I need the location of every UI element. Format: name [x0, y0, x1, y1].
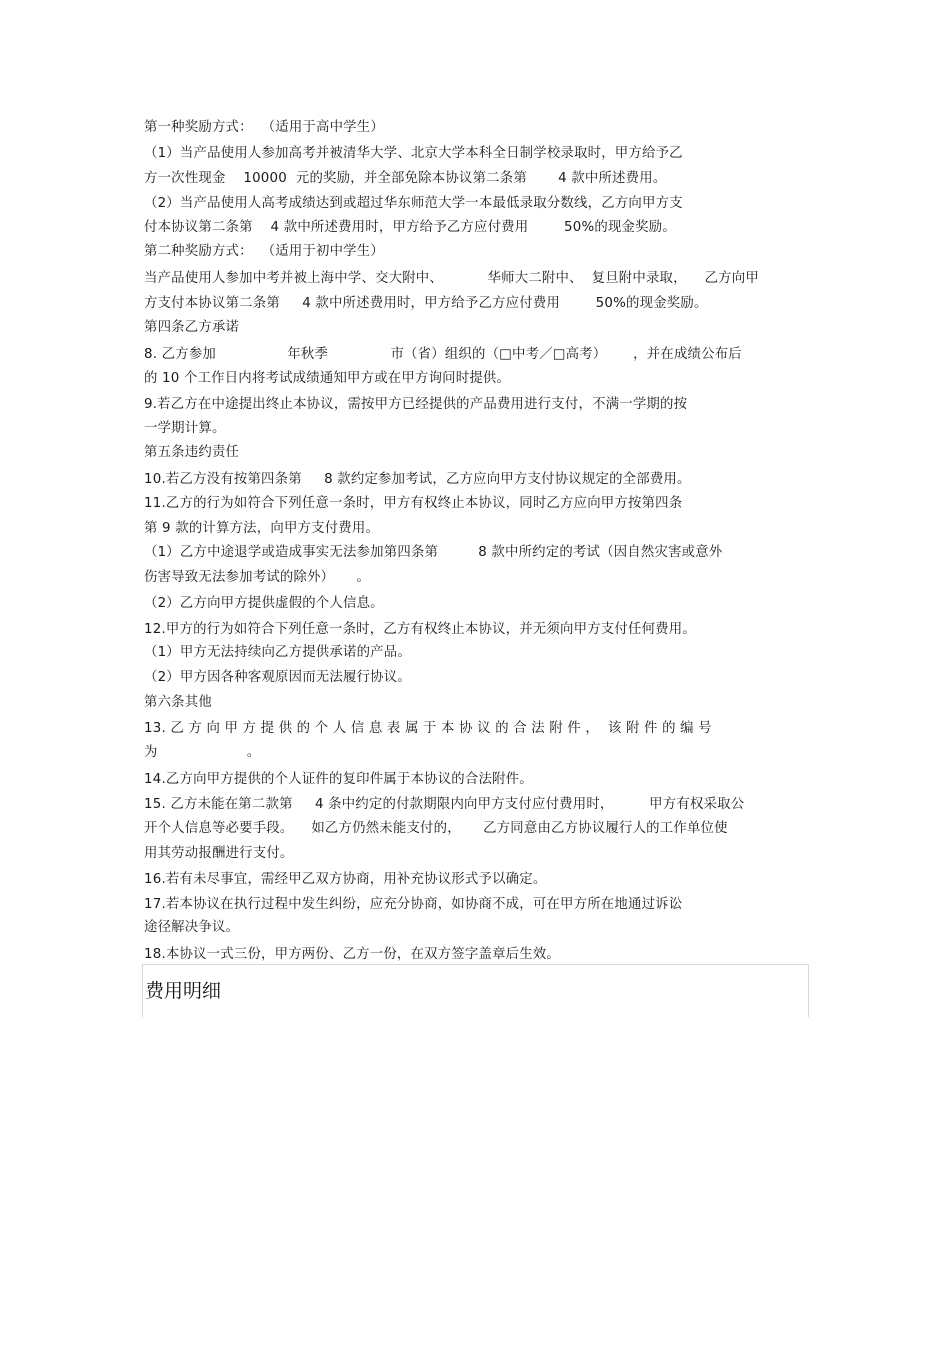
text-line: （1）甲方无法持续向乙方提供承诺的产品。: [144, 645, 411, 660]
text-line: 第二种奖励方式： （适用于初中学生）: [144, 244, 384, 259]
section-heading: 第五条违约责任: [144, 445, 240, 460]
text-line: （2）当产品使用人高考成绩达到或超过华东师范大学一本最低录取分数线，乙方向甲方支: [144, 196, 683, 211]
text-line: （2）甲方因各种客观原因而无法履行协议。: [144, 670, 411, 685]
text-line: （1）乙方中途退学或造成事实无法参加第四条第 8 款中所约定的考试（因自然灾害或意外: [144, 545, 723, 560]
text-line: 一学期计算。: [144, 421, 226, 436]
text-line: 15. 乙方未能在第二款第 4 条中约定的付款期限内向甲方支付应付费用时， 甲方有权采取公: [144, 797, 745, 812]
text-line: 用其劳动报酬进行支付。: [144, 846, 294, 861]
text-line: 开个人信息等必要手段。 如乙方仍然未能支付的， 乙方同意由乙方协议履行人的工作单位使: [144, 821, 728, 836]
text-line: 第 9 款的计算方法，向甲方支付费用。: [144, 521, 380, 536]
text-line: 的 10 个工作日内将考试成绩通知甲方或在甲方询问时提供。: [144, 371, 511, 386]
text-line: 当产品使用人参加中考并被上海中学、交大附中、 华师大二附中、 复旦附中录取， 乙方向甲: [144, 271, 759, 286]
text-line: 16.若有未尽事宜，需经甲乙双方协商，用补充协议形式予以确定。: [144, 872, 547, 887]
text-line: （1）当产品使用人参加高考并被清华大学、北京大学本科全日制学校录取时，甲方给予乙: [144, 146, 683, 161]
fee-details-title: 费用明细: [145, 980, 222, 1002]
section-heading: 第六条其他: [144, 695, 212, 710]
text-line: 方支付本协议第二条第 4 款中所述费用时，甲方给予乙方应付费用 50%的现金奖励。: [144, 296, 708, 311]
text-line: 10.若乙方没有按第四条第 8 款约定参加考试，乙方应向甲方支付协议规定的全部费用。: [144, 472, 691, 487]
text-line: 18.本协议一式三份，甲方两份、乙方一份，在双方签字盖章后生效。: [144, 947, 561, 962]
text-line: 14.乙方向甲方提供的个人证件的复印件属于本协议的合法附件。: [144, 772, 533, 787]
text-line: 伤害导致无法参加考试的除外） 。: [144, 570, 371, 585]
text-line: 8. 乙方参加 年秋季 市（省）组织的（□中考／□高考） ，并在成绩公布后: [144, 347, 742, 362]
section-heading: 第四条乙方承诺: [144, 320, 240, 335]
text-line: 付本协议第二条第 4 款中所述费用时，甲方给予乙方应付费用 50%的现金奖励。: [144, 220, 676, 235]
text-line: 9.若乙方在中途提出终止本协议，需按甲方已经提供的产品费用进行支付，不满一学期的按: [144, 397, 688, 412]
text-line: 17.若本协议在执行过程中发生纠纷，应充分协商，如协商不成，可在甲方所在地通过诉讼: [144, 897, 683, 912]
text-line: 13. 乙 方 向 甲 方 提 供 的 个 人 信 息 表 属 于 本 协 议 的 合 法 附 件 ， 该 附 件 的 编 号: [144, 721, 712, 736]
text-line: 12.甲方的行为如符合下列任意一条时，乙方有权终止本协议，并无须向甲方支付任何费用。: [144, 622, 696, 637]
text-line: 第一种奖励方式： （适用于高中学生）: [144, 120, 384, 135]
fee-details-box: [142, 964, 809, 1017]
text-line: 途径解决争议。: [144, 920, 240, 935]
text-line: 为 。: [144, 745, 261, 760]
text-line: （2）乙方向甲方提供虚假的个人信息。: [144, 596, 384, 611]
text-line: 11.乙方的行为如符合下列任意一条时，甲方有权终止本协议，同时乙方应向甲方按第四条: [144, 496, 683, 511]
text-line: 方一次性现金 10000 元的奖励，并全部免除本协议第二条第 4 款中所述费用。: [144, 171, 667, 186]
